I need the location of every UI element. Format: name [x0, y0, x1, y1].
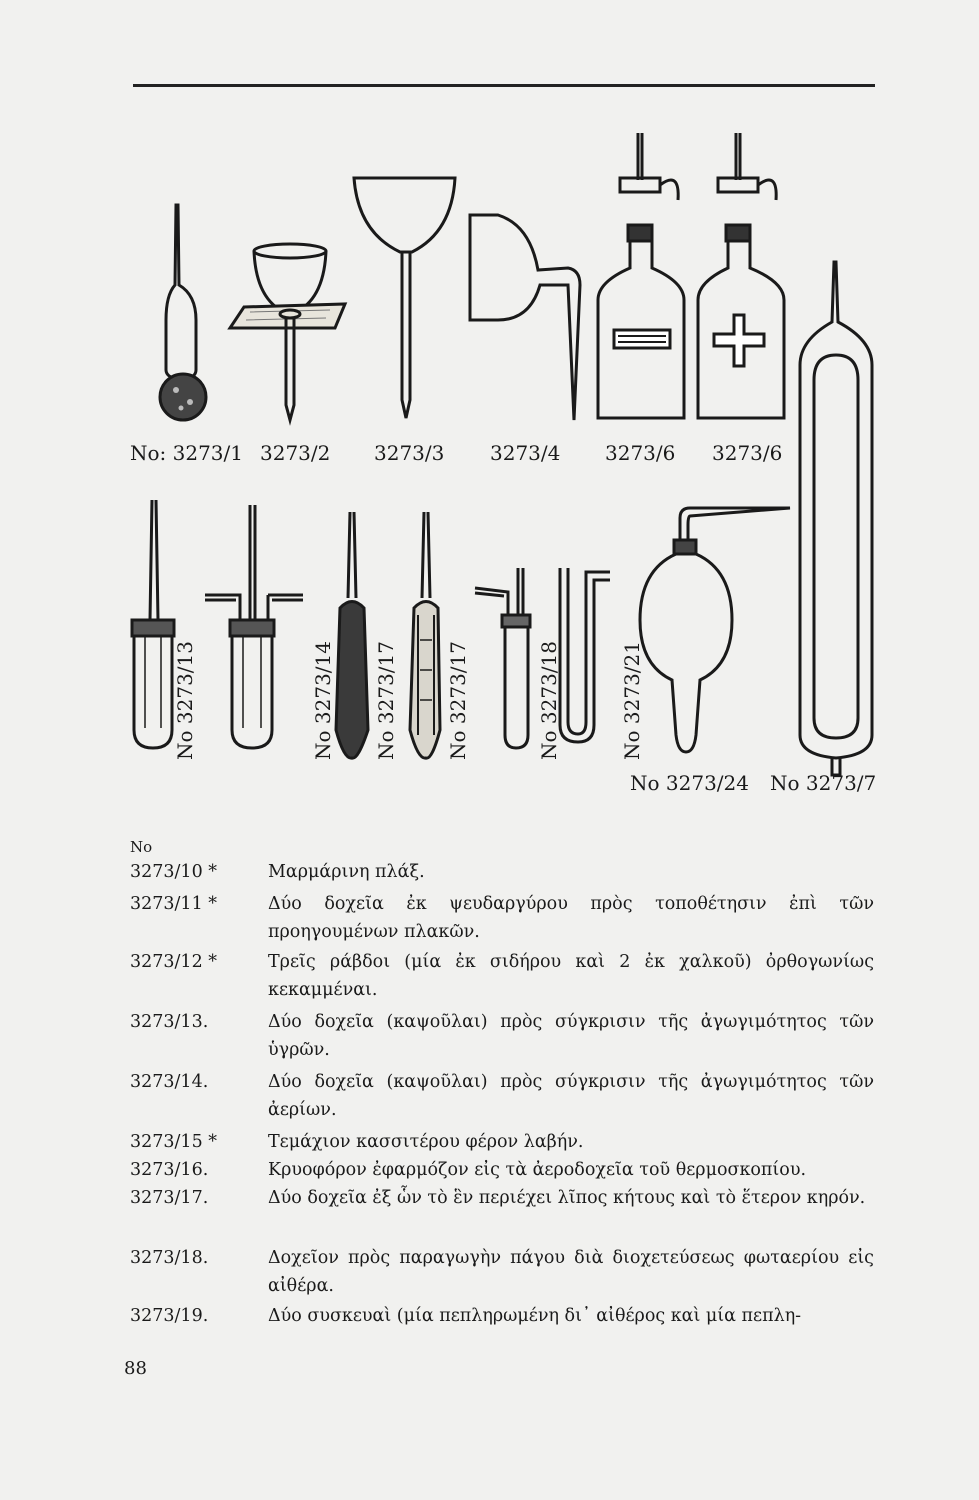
apparatus-3273-4-drawing: [470, 215, 580, 420]
entry-description: Δύο συσκευαὶ (μία πεπληρωμένη δι᾿ αἰθέρος καὶ μία πεπλη-: [268, 1306, 802, 1326]
entry-description: Δύο δοχεῖα (καψοῦλαι) πρὸς σύγκρισιν τῆς ἀγωγιμότητος τῶν ὑγρῶν.: [268, 1012, 874, 1060]
entry-description: Δύο δοχεῖα (καψοῦλαι) πρὸς σύγκρισιν τῆς ἀγωγιμότητος τῶν ἀερίων.: [268, 1072, 874, 1120]
apparatus-3273-17-drawing: [410, 512, 440, 758]
entry-number: 3273/15 *: [130, 1132, 218, 1152]
label-3273-2: 3273/2: [260, 441, 331, 465]
entry-number: 3273/14.: [130, 1072, 209, 1092]
entry-description: Τρεῖς ράβδοι (μία ἐκ σιδήρου καὶ 2 ἐκ χαλκοῦ) ὀρθογωνίως κεκαμμέναι.: [268, 952, 874, 1000]
apparatus-3273-14b-drawing: [336, 512, 368, 758]
label-3273-3: 3273/3: [374, 441, 445, 465]
entry-number: 3273/19.: [130, 1306, 209, 1326]
apparatus-u-tube-drawing: [560, 568, 610, 742]
apparatus-3273-7-drawing: [800, 262, 872, 775]
label-3273-4: 3273/4: [490, 441, 561, 465]
apparatus-3273-13-drawing: [132, 500, 174, 748]
apparatus-3273-1-drawing: [160, 205, 206, 420]
entry-number: 3273/11 *: [130, 894, 218, 914]
label-3273-6b: 3273/6: [712, 441, 783, 465]
label-3273-17a: No 3273/17: [374, 641, 398, 760]
apparatus-3273-24-drawing: [640, 508, 790, 752]
apparatus-3273-2-drawing: [230, 244, 345, 420]
entry-number: 3273/10 *: [130, 862, 218, 882]
entry-description: Τεμάχιον κασσιτέρου φέρον λαβήν.: [268, 1132, 584, 1152]
entry-number: 3273/12 *: [130, 952, 218, 972]
apparatus-3273-6a-drawing: [598, 133, 684, 418]
apparatus-3273-18-drawing: [475, 568, 530, 748]
list-heading: No: [130, 838, 153, 856]
entry-description: Δύο δοχεῖα ἐκ ψευδαργύρου πρὸς τοποθέτησιν ἐπὶ τῶν προηγουμένων πλακῶν.: [268, 894, 874, 942]
entry-number: 3273/18.: [130, 1248, 209, 1268]
label-3273-1: No: 3273/1: [130, 441, 243, 465]
label-3273-14: No 3273/14: [311, 641, 335, 760]
apparatus-3273-14a-drawing: [205, 505, 303, 748]
label-3273-21: No 3273/21: [620, 641, 644, 760]
entry-description: Δύο δοχεῖα ἐξ ὧν τὸ ἓν περιέχει λῖπος κήτους καὶ τὸ ἕτερον κηρόν.: [268, 1188, 866, 1208]
entry-number: 3273/17.: [130, 1188, 209, 1208]
label-3273-17b: No 3273/17: [446, 641, 470, 760]
label-3273-18: No 3273/18: [537, 641, 561, 760]
label-3273-24: No 3273/24: [630, 771, 749, 795]
page-number: 88: [124, 1358, 147, 1379]
entry-number: 3273/16.: [130, 1160, 209, 1180]
entry-description: Μαρμάρινη πλάξ.: [268, 862, 425, 882]
apparatus-3273-3-drawing: [354, 178, 455, 418]
entry-description: Δοχεῖον πρὸς παραγωγὴν πάγου διὰ διοχετεύσεως φωταερίου εἰς αἰθέρα.: [268, 1248, 874, 1296]
label-3273-7: No 3273/7: [770, 771, 877, 795]
apparatus-3273-6b-drawing: [698, 133, 784, 418]
entry-description: Κρυοφόρον ἐφαρμόζον εἰς τὰ ἀεροδοχεῖα τοῦ θερμοσκοπίου.: [268, 1160, 807, 1180]
entry-number: 3273/13.: [130, 1012, 209, 1032]
label-3273-13: No 3273/13: [173, 641, 197, 760]
label-3273-6a: 3273/6: [605, 441, 676, 465]
